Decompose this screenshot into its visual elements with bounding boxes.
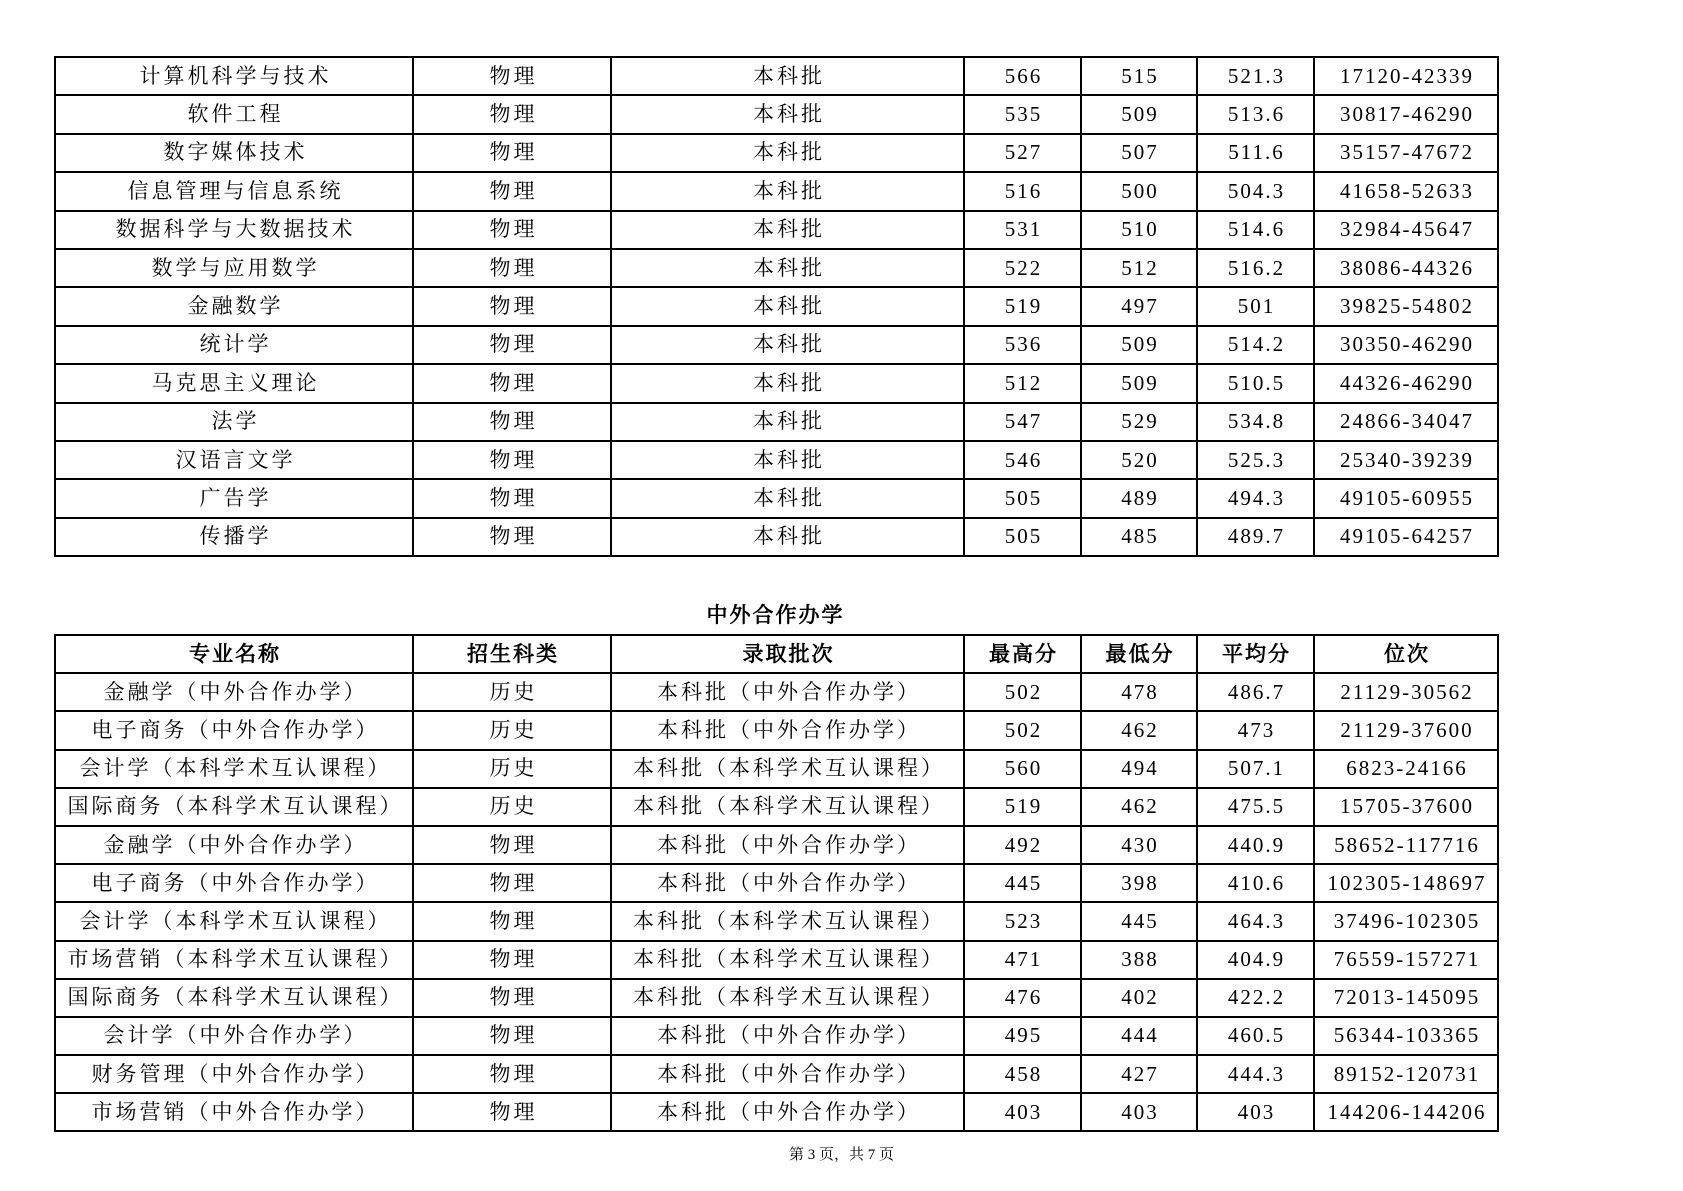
cell-rank-range: 21129-37600 — [1314, 711, 1498, 749]
cell-max-score: 495 — [964, 1017, 1081, 1055]
cell-major-name: 广告学 — [55, 479, 413, 517]
cell-subject-category: 物理 — [413, 979, 611, 1017]
cell-avg-score: 521.3 — [1197, 57, 1314, 95]
cell-major-name: 数据科学与大数据技术 — [55, 211, 413, 249]
cell-avg-score: 460.5 — [1197, 1017, 1314, 1055]
cell-subject-category: 历史 — [413, 673, 611, 711]
table-row — [55, 750, 1498, 788]
table-row — [55, 902, 1498, 940]
cell-max-score: 522 — [964, 249, 1081, 287]
header-min-score: 最低分 — [1081, 635, 1197, 673]
cell-max-score: 492 — [964, 826, 1081, 864]
cell-max-score: 566 — [964, 57, 1081, 95]
cell-avg-score: 486.7 — [1197, 673, 1314, 711]
cell-max-score: 458 — [964, 1055, 1081, 1093]
cell-min-score: 497 — [1081, 287, 1197, 325]
table-row — [55, 1017, 1498, 1055]
cell-avg-score: 504.3 — [1197, 172, 1314, 210]
cell-admission-batch: 本科批 — [611, 364, 964, 402]
cell-rank-range: 21129-30562 — [1314, 673, 1498, 711]
page-footer: 第 3 页，共 7 页 — [788, 1147, 894, 1163]
cell-max-score: 505 — [964, 518, 1081, 556]
cell-admission-batch: 本科批（中外合作办学） — [611, 1017, 964, 1055]
cell-min-score: 512 — [1081, 249, 1197, 287]
cell-rank-range: 44326-46290 — [1314, 364, 1498, 402]
cell-admission-batch: 本科批 — [611, 287, 964, 325]
cell-min-score: 509 — [1081, 326, 1197, 364]
header-rank-range: 位次 — [1314, 635, 1498, 673]
cell-subject-category: 物理 — [413, 403, 611, 441]
cell-avg-score: 464.3 — [1197, 902, 1314, 940]
cell-min-score: 445 — [1081, 902, 1197, 940]
cell-min-score: 507 — [1081, 134, 1197, 172]
cell-max-score: 547 — [964, 403, 1081, 441]
cell-admission-batch: 本科批 — [611, 211, 964, 249]
header-admission-batch: 录取批次 — [611, 635, 964, 673]
cell-min-score: 494 — [1081, 750, 1197, 788]
cell-min-score: 403 — [1081, 1093, 1197, 1131]
cell-subject-category: 物理 — [413, 95, 611, 133]
cell-rank-range: 17120-42339 — [1314, 57, 1498, 95]
cell-min-score: 388 — [1081, 941, 1197, 979]
cell-max-score: 471 — [964, 941, 1081, 979]
cell-max-score: 445 — [964, 864, 1081, 902]
table-row — [55, 326, 1498, 364]
header-major-name: 专业名称 — [55, 635, 413, 673]
cell-rank-range: 41658-52633 — [1314, 172, 1498, 210]
cell-max-score: 505 — [964, 479, 1081, 517]
table-row — [55, 134, 1498, 172]
cell-subject-category: 物理 — [413, 364, 611, 402]
cell-max-score: 523 — [964, 902, 1081, 940]
cell-max-score: 519 — [964, 788, 1081, 826]
cell-max-score: 536 — [964, 326, 1081, 364]
cell-major-name: 市场营销（中外合作办学） — [55, 1093, 413, 1131]
cell-min-score: 485 — [1081, 518, 1197, 556]
cell-avg-score: 534.8 — [1197, 403, 1314, 441]
cell-rank-range: 32984-45647 — [1314, 211, 1498, 249]
cell-subject-category: 物理 — [413, 518, 611, 556]
cell-max-score: 519 — [964, 287, 1081, 325]
cell-min-score: 500 — [1081, 172, 1197, 210]
cell-admission-batch: 本科批 — [611, 95, 964, 133]
cell-admission-batch: 本科批（中外合作办学） — [611, 673, 964, 711]
cell-subject-category: 物理 — [413, 479, 611, 517]
cell-avg-score: 494.3 — [1197, 479, 1314, 517]
cell-subject-category: 物理 — [413, 1017, 611, 1055]
cell-admission-batch: 本科批 — [611, 441, 964, 479]
cell-subject-category: 物理 — [413, 249, 611, 287]
cell-subject-category: 物理 — [413, 57, 611, 95]
cell-max-score: 476 — [964, 979, 1081, 1017]
cell-rank-range: 58652-117716 — [1314, 826, 1498, 864]
table-row — [55, 788, 1498, 826]
table-row — [55, 479, 1498, 517]
cell-min-score: 529 — [1081, 403, 1197, 441]
cell-min-score: 489 — [1081, 479, 1197, 517]
cell-rank-range: 30817-46290 — [1314, 95, 1498, 133]
cell-admission-batch: 本科批（本科学术互认课程） — [611, 979, 964, 1017]
cell-rank-range: 49105-60955 — [1314, 479, 1498, 517]
cell-max-score: 516 — [964, 172, 1081, 210]
cell-admission-batch: 本科批（中外合作办学） — [611, 826, 964, 864]
cell-admission-batch: 本科批 — [611, 249, 964, 287]
admission-score-table-body — [55, 57, 1498, 556]
cell-subject-category: 物理 — [413, 1055, 611, 1093]
cell-admission-batch: 本科批（中外合作办学） — [611, 1093, 964, 1131]
table-row — [55, 941, 1498, 979]
cell-admission-batch: 本科批（本科学术互认课程） — [611, 788, 964, 826]
cell-max-score: 527 — [964, 134, 1081, 172]
cell-rank-range: 89152-120731 — [1314, 1055, 1498, 1093]
cell-admission-batch: 本科批 — [611, 326, 964, 364]
cell-admission-batch: 本科批（中外合作办学） — [611, 1055, 964, 1093]
cell-major-name: 统计学 — [55, 326, 413, 364]
coop-program-score-table-body — [55, 635, 1498, 1131]
table-row — [55, 172, 1498, 210]
cell-min-score: 462 — [1081, 788, 1197, 826]
table-row — [55, 441, 1498, 479]
cell-admission-batch: 本科批（本科学术互认课程） — [611, 941, 964, 979]
cell-subject-category: 物理 — [413, 864, 611, 902]
cell-avg-score: 525.3 — [1197, 441, 1314, 479]
cell-avg-score: 440.9 — [1197, 826, 1314, 864]
admission-score-table — [54, 56, 1499, 557]
header-avg-score: 平均分 — [1197, 635, 1314, 673]
table-header-row — [55, 635, 1498, 673]
cell-min-score: 509 — [1081, 95, 1197, 133]
cell-avg-score: 514.6 — [1197, 211, 1314, 249]
cell-avg-score: 444.3 — [1197, 1055, 1314, 1093]
cell-admission-batch: 本科批 — [611, 403, 964, 441]
cell-major-name: 数字媒体技术 — [55, 134, 413, 172]
table-row — [55, 1093, 1498, 1131]
cell-max-score: 502 — [964, 673, 1081, 711]
header-subject-category: 招生科类 — [413, 635, 611, 673]
cell-avg-score: 501 — [1197, 287, 1314, 325]
cell-min-score: 515 — [1081, 57, 1197, 95]
cell-avg-score: 473 — [1197, 711, 1314, 749]
cell-min-score: 398 — [1081, 864, 1197, 902]
cell-major-name: 电子商务（中外合作办学） — [55, 711, 413, 749]
cell-avg-score: 516.2 — [1197, 249, 1314, 287]
cell-max-score: 535 — [964, 95, 1081, 133]
cell-min-score: 430 — [1081, 826, 1197, 864]
cell-max-score: 546 — [964, 441, 1081, 479]
table-row — [55, 979, 1498, 1017]
table-row — [55, 711, 1498, 749]
cell-major-name: 财务管理（中外合作办学） — [55, 1055, 413, 1093]
cell-avg-score: 422.2 — [1197, 979, 1314, 1017]
cell-admission-batch: 本科批（中外合作办学） — [611, 864, 964, 902]
cell-admission-batch: 本科批（本科学术互认课程） — [611, 750, 964, 788]
cell-avg-score: 507.1 — [1197, 750, 1314, 788]
cell-subject-category: 历史 — [413, 750, 611, 788]
cell-avg-score: 404.9 — [1197, 941, 1314, 979]
table-row — [55, 287, 1498, 325]
cell-admission-batch: 本科批（本科学术互认课程） — [611, 902, 964, 940]
table-row — [55, 57, 1498, 95]
cell-major-name: 金融数学 — [55, 287, 413, 325]
cell-max-score: 502 — [964, 711, 1081, 749]
cell-major-name: 金融学（中外合作办学） — [55, 673, 413, 711]
cell-avg-score: 489.7 — [1197, 518, 1314, 556]
header-max-score: 最高分 — [964, 635, 1081, 673]
cell-subject-category: 物理 — [413, 1093, 611, 1131]
cell-major-name: 汉语言文学 — [55, 441, 413, 479]
cell-min-score: 510 — [1081, 211, 1197, 249]
cell-major-name: 马克思主义理论 — [55, 364, 413, 402]
table-row — [55, 673, 1498, 711]
table-row — [55, 95, 1498, 133]
cell-rank-range: 30350-46290 — [1314, 326, 1498, 364]
cell-major-name: 传播学 — [55, 518, 413, 556]
cell-max-score: 512 — [964, 364, 1081, 402]
cell-subject-category: 历史 — [413, 788, 611, 826]
cell-rank-range: 144206-144206 — [1314, 1093, 1498, 1131]
cell-avg-score: 403 — [1197, 1093, 1314, 1131]
cell-subject-category: 物理 — [413, 172, 611, 210]
cell-major-name: 会计学（本科学术互认课程） — [55, 750, 413, 788]
table-row — [55, 211, 1498, 249]
cell-avg-score: 510.5 — [1197, 364, 1314, 402]
cell-rank-range: 35157-47672 — [1314, 134, 1498, 172]
cell-admission-batch: 本科批 — [611, 518, 964, 556]
cell-subject-category: 物理 — [413, 287, 611, 325]
cell-rank-range: 39825-54802 — [1314, 287, 1498, 325]
cell-rank-range: 76559-157271 — [1314, 941, 1498, 979]
cell-subject-category: 历史 — [413, 711, 611, 749]
cell-subject-category: 物理 — [413, 826, 611, 864]
cell-avg-score: 475.5 — [1197, 788, 1314, 826]
cell-avg-score: 410.6 — [1197, 864, 1314, 902]
cell-rank-range: 15705-37600 — [1314, 788, 1498, 826]
cell-major-name: 金融学（中外合作办学） — [55, 826, 413, 864]
cell-avg-score: 514.2 — [1197, 326, 1314, 364]
cell-avg-score: 513.6 — [1197, 95, 1314, 133]
cell-major-name: 国际商务（本科学术互认课程） — [55, 979, 413, 1017]
table-row — [55, 826, 1498, 864]
cell-rank-range: 25340-39239 — [1314, 441, 1498, 479]
coop-program-score-table — [54, 634, 1499, 1132]
cell-rank-range: 38086-44326 — [1314, 249, 1498, 287]
cell-subject-category: 物理 — [413, 134, 611, 172]
cell-subject-category: 物理 — [413, 941, 611, 979]
cell-min-score: 402 — [1081, 979, 1197, 1017]
cell-major-name: 数学与应用数学 — [55, 249, 413, 287]
cell-min-score: 444 — [1081, 1017, 1197, 1055]
cell-major-name: 软件工程 — [55, 95, 413, 133]
cell-rank-range: 6823-24166 — [1314, 750, 1498, 788]
cell-max-score: 403 — [964, 1093, 1081, 1131]
table-row — [55, 364, 1498, 402]
table-row — [55, 403, 1498, 441]
cell-rank-range: 49105-64257 — [1314, 518, 1498, 556]
cell-major-name: 市场营销（本科学术互认课程） — [55, 941, 413, 979]
cell-subject-category: 物理 — [413, 441, 611, 479]
table-row — [55, 1055, 1498, 1093]
cell-major-name: 信息管理与信息系统 — [55, 172, 413, 210]
cell-avg-score: 511.6 — [1197, 134, 1314, 172]
cell-admission-batch: 本科批 — [611, 134, 964, 172]
cell-subject-category: 物理 — [413, 902, 611, 940]
cell-admission-batch: 本科批 — [611, 172, 964, 210]
cell-rank-range: 72013-145095 — [1314, 979, 1498, 1017]
cell-admission-batch: 本科批（中外合作办学） — [611, 711, 964, 749]
cell-rank-range: 37496-102305 — [1314, 902, 1498, 940]
cell-min-score: 509 — [1081, 364, 1197, 402]
cell-rank-range: 24866-34047 — [1314, 403, 1498, 441]
cell-major-name: 国际商务（本科学术互认课程） — [55, 788, 413, 826]
table-row — [55, 249, 1498, 287]
cell-admission-batch: 本科批 — [611, 57, 964, 95]
cell-max-score: 531 — [964, 211, 1081, 249]
cell-min-score: 478 — [1081, 673, 1197, 711]
section-title: 中外合作办学 — [706, 603, 845, 627]
cell-min-score: 427 — [1081, 1055, 1197, 1093]
cell-admission-batch: 本科批 — [611, 479, 964, 517]
cell-major-name: 会计学（本科学术互认课程） — [55, 902, 413, 940]
table-row — [55, 864, 1498, 902]
cell-major-name: 计算机科学与技术 — [55, 57, 413, 95]
cell-subject-category: 物理 — [413, 326, 611, 364]
cell-major-name: 会计学（中外合作办学） — [55, 1017, 413, 1055]
cell-major-name: 电子商务（中外合作办学） — [55, 864, 413, 902]
cell-min-score: 520 — [1081, 441, 1197, 479]
cell-min-score: 462 — [1081, 711, 1197, 749]
cell-rank-range: 102305-148697 — [1314, 864, 1498, 902]
cell-max-score: 560 — [964, 750, 1081, 788]
cell-rank-range: 56344-103365 — [1314, 1017, 1498, 1055]
table-row — [55, 518, 1498, 556]
cell-subject-category: 物理 — [413, 211, 611, 249]
cell-major-name: 法学 — [55, 403, 413, 441]
